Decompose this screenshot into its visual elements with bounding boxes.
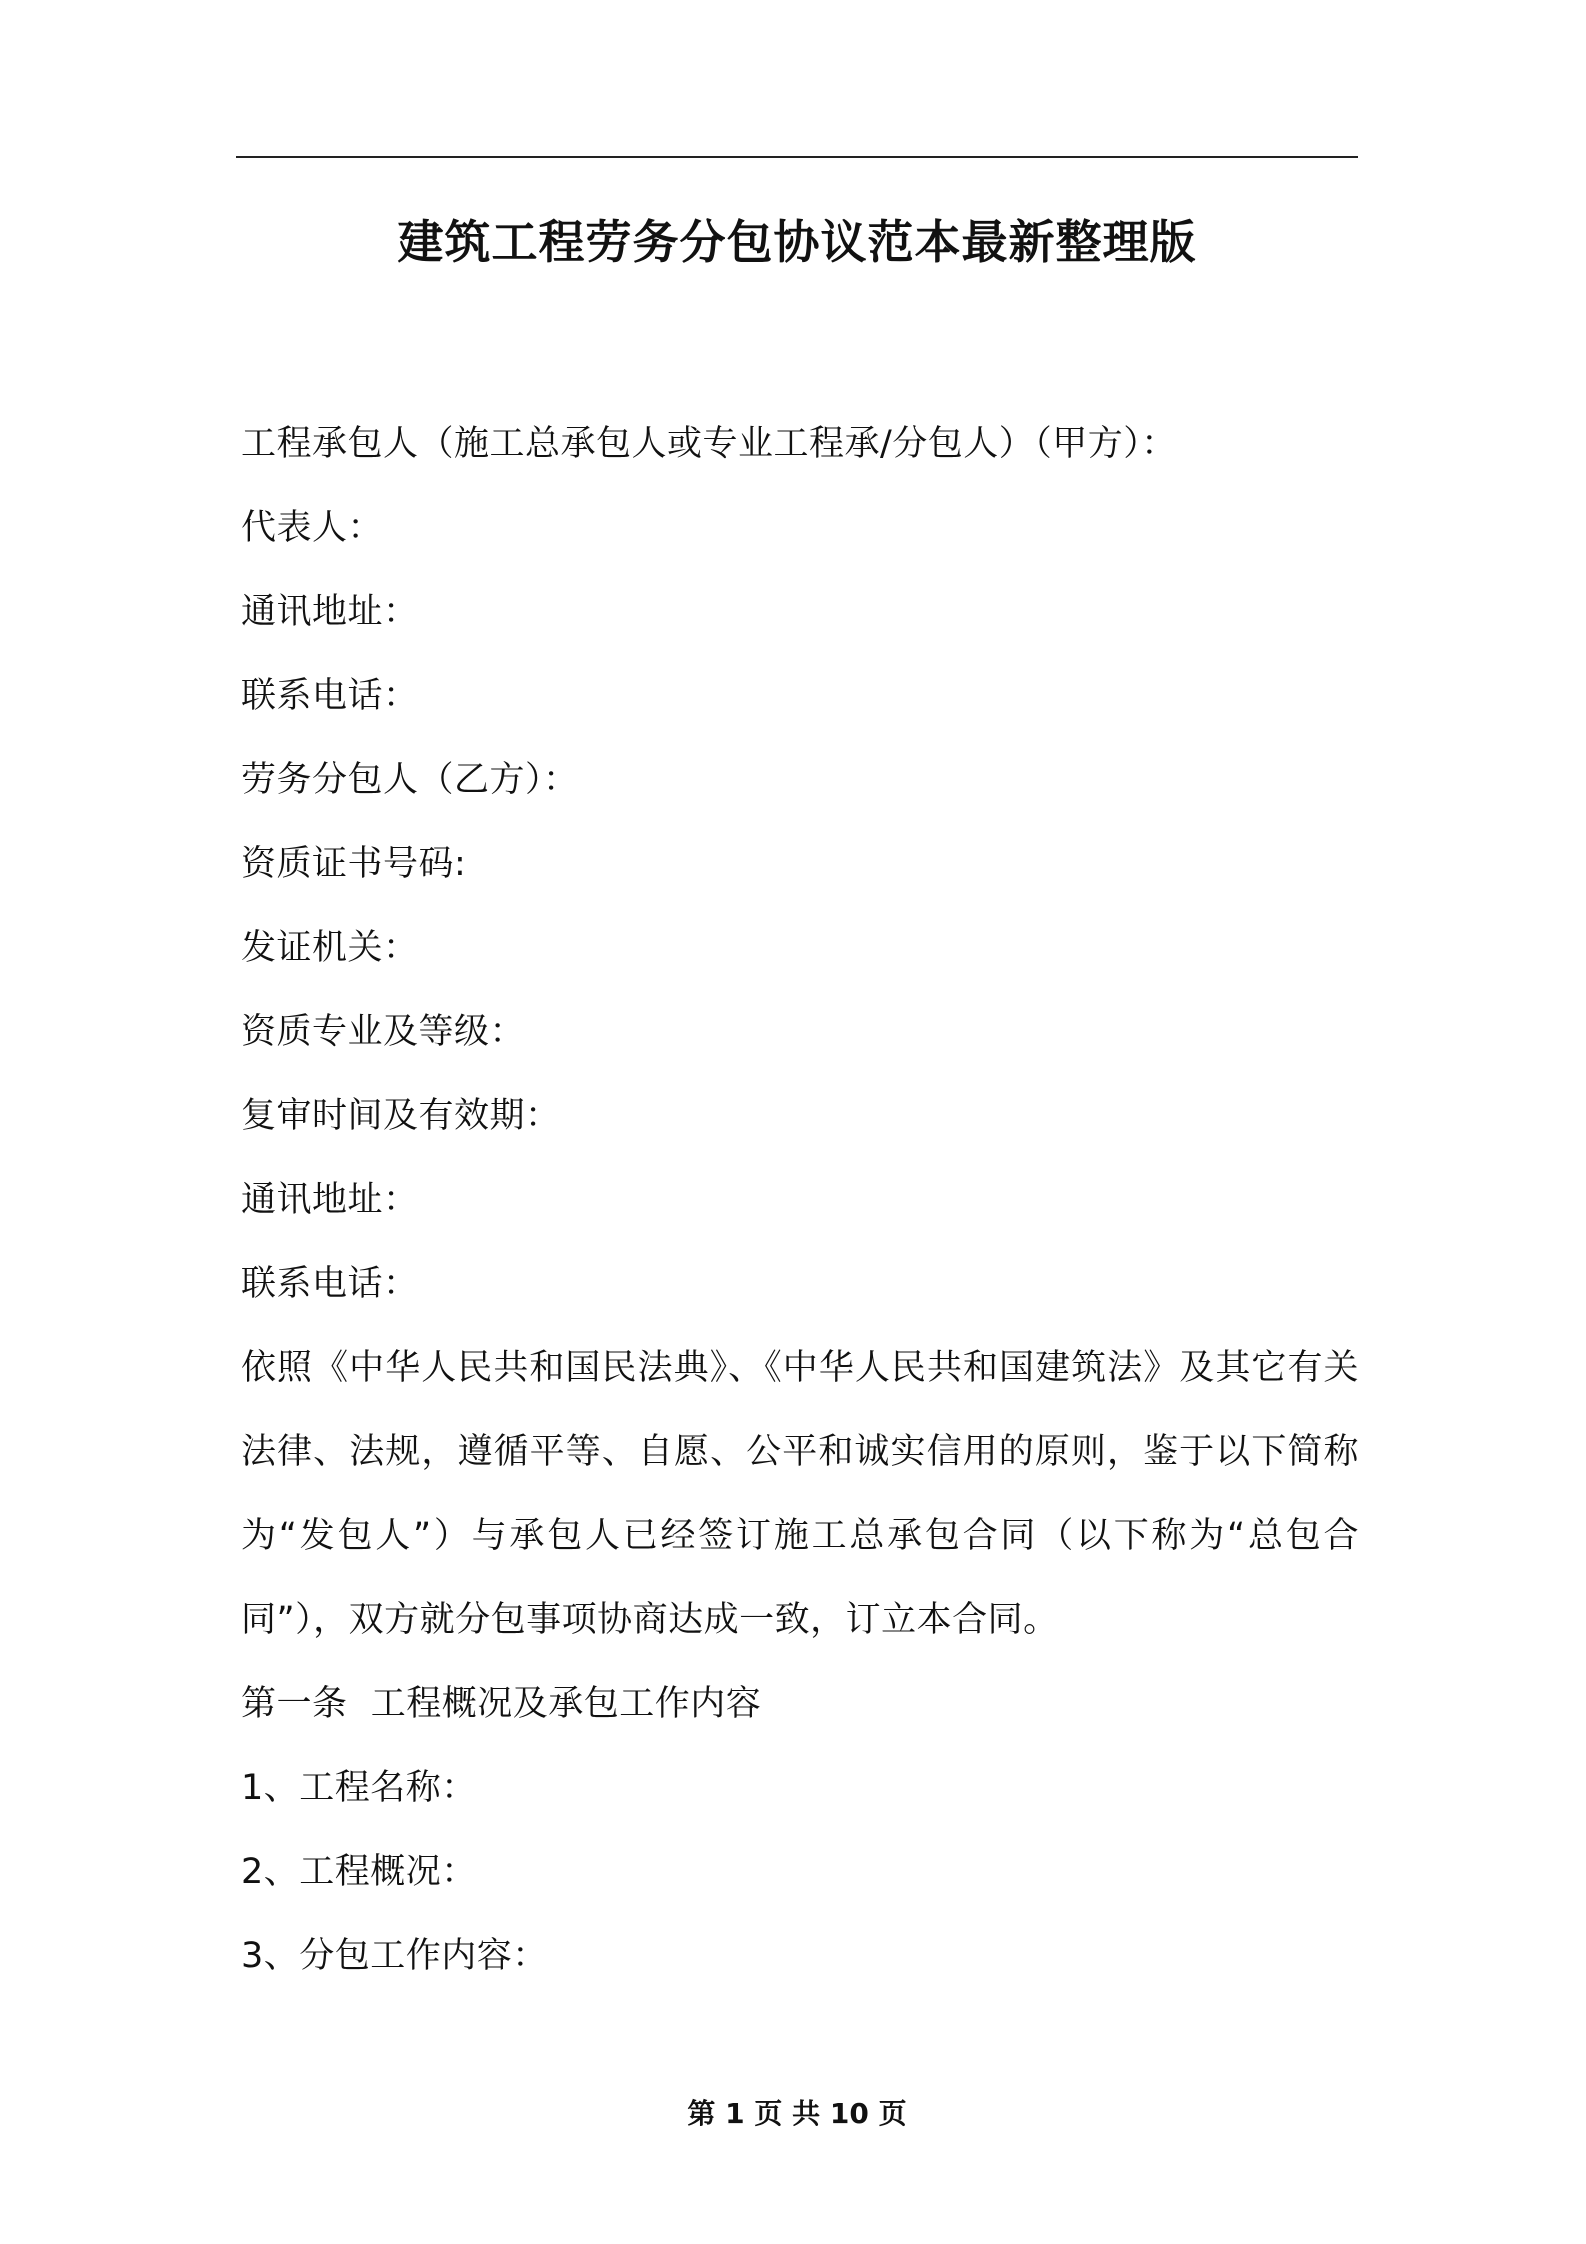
field-review-validity: 复审时间及有效期：	[241, 1096, 561, 1136]
article-heading: 第一条 工程概况及承包工作内容	[241, 1684, 762, 1724]
item-project-overview: 2、工程概况：	[241, 1852, 477, 1892]
field-representative: 代表人：	[241, 508, 384, 548]
field-phone-b: 联系电话：	[241, 1264, 419, 1304]
field-qualification-level: 资质专业及等级：	[241, 1012, 526, 1052]
field-phone-a: 联系电话：	[241, 676, 419, 716]
field-issuing-authority: 发证机关：	[241, 928, 419, 968]
field-certificate-number: 资质证书号码:	[241, 844, 467, 884]
page-footer	[236, 2094, 1358, 2134]
item-project-name: 1、工程名称：	[241, 1768, 477, 1808]
item-work-scope: 3、分包工作内容：	[241, 1936, 548, 1976]
field-contractor: 工程承包人（施工总承包人或专业工程承/分包人）（甲方）：	[241, 424, 1177, 464]
document-title: 建筑工程劳务分包协议范本最新整理版	[397, 215, 1197, 269]
document-body	[241, 402, 1359, 1998]
header-rule	[236, 156, 1358, 158]
field-address-a: 通讯地址：	[241, 592, 419, 632]
intro-paragraph: 依照《中华人民共和国民法典》、《中华人民共和国建筑法》及其它有关法律、法规，遵循平等、自愿、公平和诚实信用的原则，鉴于以下简称为“发包人”）与承包人已经签订施工总承包合同（以下称为“总包合同”），双方就分包事项协商达成一致，订立本合同。	[241, 1348, 1359, 1640]
field-subcontractor: 劳务分包人（乙方）：	[241, 760, 579, 800]
field-address-b: 通讯地址：	[241, 1180, 419, 1220]
page-number-label: 第 1 页 共 10 页	[687, 2097, 907, 2130]
